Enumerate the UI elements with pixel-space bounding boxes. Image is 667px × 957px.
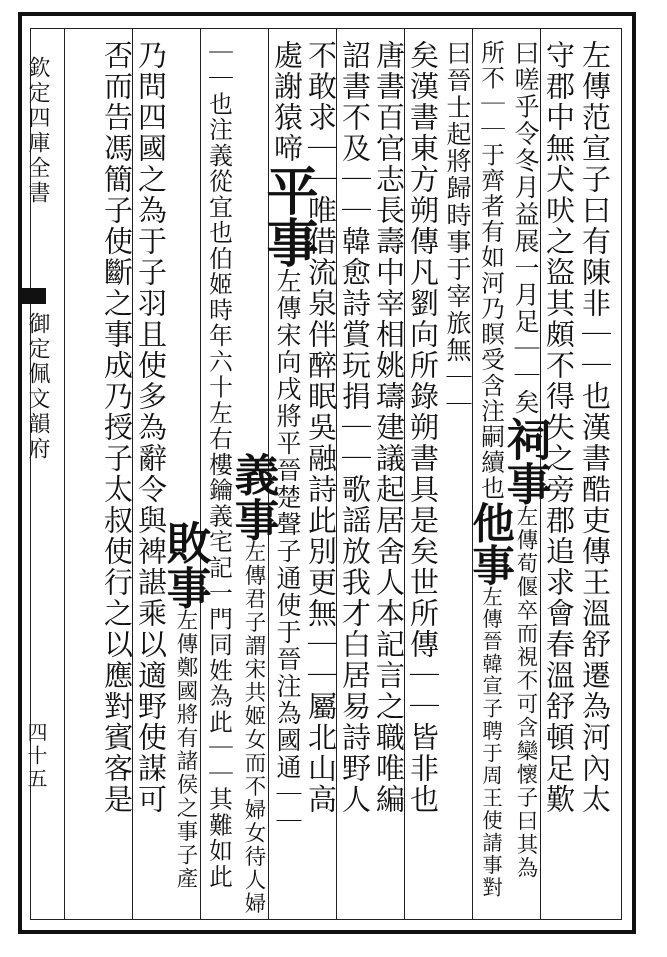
text-run: 否而告馮簡子使斷之事成乃授子太叔使行之以應對賓客是: [100, 40, 134, 815]
text-column-7: [370, 40, 408, 815]
text-run: 左傳范宣子曰有陳非｜｜也漢書酷吏傳王溫舒遷為河內太: [578, 40, 612, 815]
text-column-11: [227, 40, 280, 916]
text-column-1: [576, 40, 614, 815]
text-run: 左傳晉韓宣子聘于周王使請事對: [479, 585, 503, 899]
text-column-14: [132, 40, 170, 815]
text-run: 乃問四國之為于子羽且使多為辭令與裨諶乘以適野使謀可: [134, 40, 168, 815]
text-run: 不敢求｜｜唯借流泉伴醉眠吳融詩此別更無｜｜屬北山高: [304, 40, 338, 815]
text-column-5: [438, 40, 476, 418]
book-title: 欽定四庫全書: [25, 56, 50, 206]
text-column-15: [98, 40, 136, 815]
heading-term: 祠事: [499, 416, 552, 506]
text-run: 左傳荀偃卒而視不可含欒懷子曰其為: [513, 505, 538, 881]
heading-term: 他事: [466, 501, 516, 586]
text-column-8: [336, 40, 374, 815]
text-run: 唐書百官志長壽中宰相姚璹建議起居舍人本記言之職唯編: [372, 40, 406, 815]
text-column-4: [466, 40, 516, 899]
text-run: 曰嗟乎令冬月益展一月足｜｜矣: [511, 40, 540, 417]
text-column-10: [257, 40, 318, 835]
text-run: 曰晉士起將歸時事于宰旅無｜｜: [443, 40, 472, 418]
text-column-13: [159, 40, 212, 891]
text-column-9: [302, 40, 340, 815]
text-column-3: [499, 40, 552, 881]
text-run: 所不｜｜于齊者有如河乃瞑受含注嗣續也: [477, 40, 505, 502]
heading-term: 敗事: [159, 520, 212, 610]
text-run: 守郡中無犬吠之盜其頗不得失之旁郡追求會春溫舒頓足歎: [542, 40, 576, 815]
text-run: 左傳君子謂宋共姬女而不婦女待人婦: [241, 540, 266, 916]
text-column-12: [200, 40, 238, 890]
chapter-title: 御定佩文韻府: [25, 312, 50, 462]
text-run: ｜｜也注義從宜也伯姬時年六十左右樓鑰義宅記一門同姓為此｜｜其難如此: [205, 40, 233, 890]
text-run: 左傳鄭國將有諸侯之事子產: [173, 609, 198, 891]
column-rule: [64, 28, 65, 920]
text-column-6: [404, 40, 442, 815]
page-number: 四十五: [24, 722, 48, 791]
heading-term: 義事: [227, 451, 280, 541]
text-run: 處謝猿啼: [270, 40, 304, 164]
margin-fishtail: [22, 288, 46, 304]
text-run: 左傳宋向戌將平晉楚聲子通使于晉注為國通｜｜: [273, 268, 302, 835]
heading-term: 平事: [257, 164, 318, 268]
text-run: 詔書不及｜｜韓愈詩賞玩捐｜｜歌謡放我才白居易詩野人: [338, 40, 372, 815]
text-run: 矣漢書東方朔傳凡劉向所錄朔書具是矣世所傳｜｜皆非也: [406, 40, 440, 815]
